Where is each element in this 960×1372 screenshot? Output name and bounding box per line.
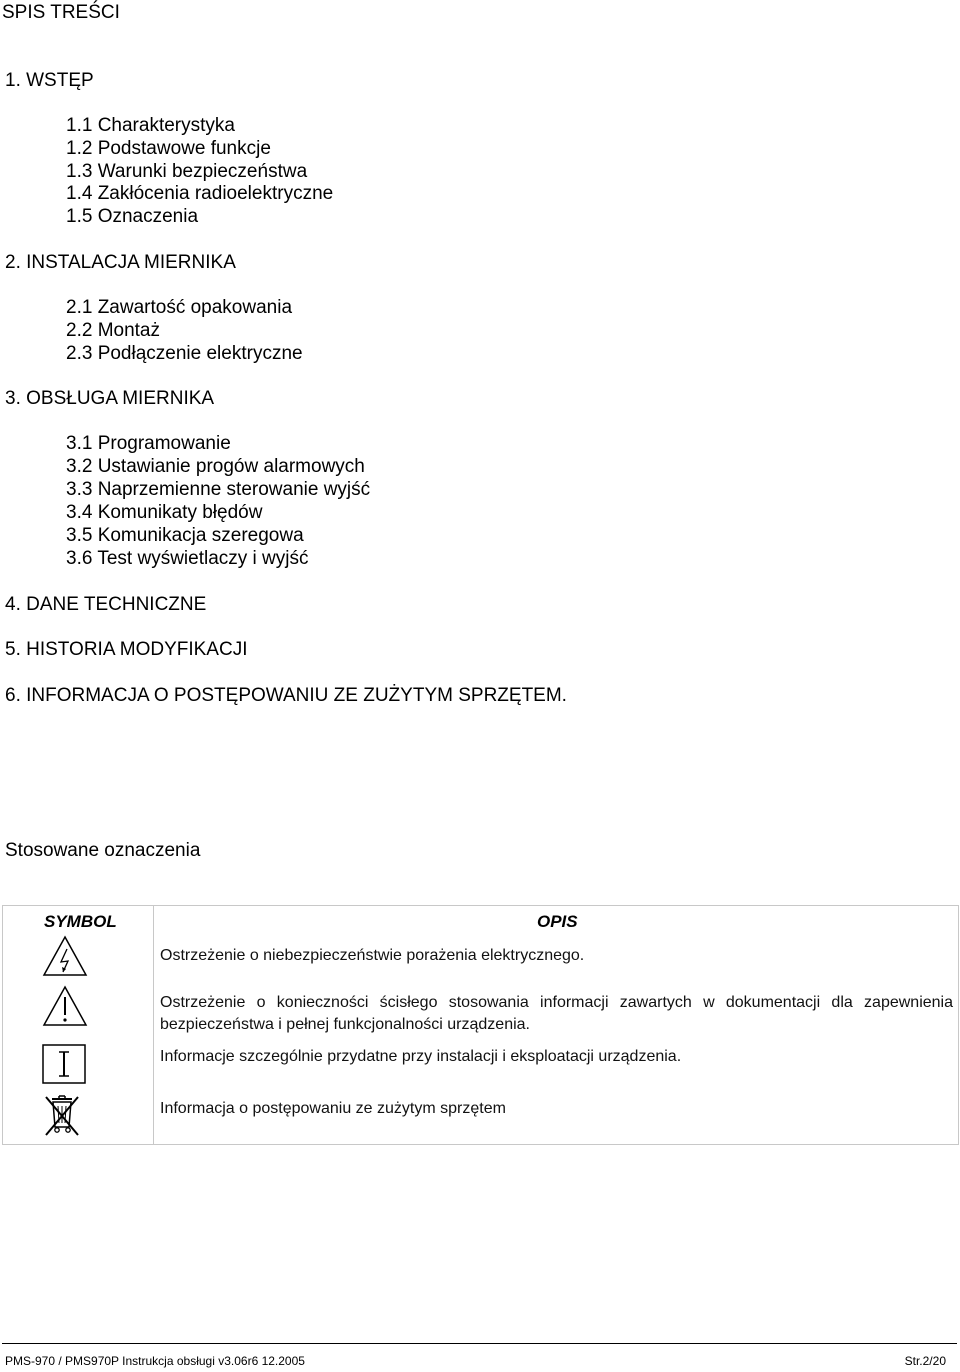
footer-page-number: Str.2/20 xyxy=(904,1354,946,1368)
symbols-heading: Stosowane oznaczenia xyxy=(5,840,201,861)
toc-section-3[interactable]: 3. OBSŁUGA MIERNIKA xyxy=(5,388,215,409)
toc-item-1-3[interactable]: 1.3 Warunki bezpieczeństwa xyxy=(66,161,308,182)
toc-item-1-2[interactable]: 1.2 Podstawowe funkcje xyxy=(66,138,271,159)
toc-section-2[interactable]: 2. INSTALACJA MIERNIKA xyxy=(5,252,236,273)
toc-title: SPIS TREŚCI xyxy=(2,2,120,23)
toc-item-1-5[interactable]: 1.5 Oznaczenia xyxy=(66,206,199,227)
general-warning-icon xyxy=(42,985,88,1027)
information-icon xyxy=(42,1044,86,1084)
toc-section-4[interactable]: 4. DANE TECHNICZNE xyxy=(5,594,207,615)
footer-document-info: PMS-970 / PMS970P Instrukcja obsługi v3.06r6 12.2005 xyxy=(5,1354,305,1368)
toc-item-1-4[interactable]: 1.4 Zakłócenia radioelektryczne xyxy=(66,183,334,204)
electric-shock-warning-icon xyxy=(42,935,88,977)
crossed-out-wheelie-bin-icon xyxy=(42,1093,82,1137)
symbol-desc-electric: Ostrzeżenie o niebezpieczeństwie porażenia elektrycznego. xyxy=(160,947,585,964)
toc-section-6[interactable]: 6. INFORMACJA O POSTĘPOWANIU ZE ZUŻYTYM SPRZĘTEM. xyxy=(5,685,567,706)
toc-item-3-2[interactable]: 3.2 Ustawianie progów alarmowych xyxy=(66,456,365,477)
toc-section-1[interactable]: 1. WSTĘP xyxy=(5,70,94,91)
toc-item-3-4[interactable]: 3.4 Komunikaty błędów xyxy=(66,502,263,523)
toc-item-3-1[interactable]: 3.1 Programowanie xyxy=(66,433,231,454)
toc-item-3-6[interactable]: 3.6 Test wyświetlaczy i wyjść xyxy=(66,548,309,569)
toc-item-3-3[interactable]: 3.3 Naprzemienne sterowanie wyjść xyxy=(66,479,371,500)
symbol-column-header: SYMBOL xyxy=(44,912,117,931)
toc-item-2-2[interactable]: 2.2 Montaż xyxy=(66,320,160,341)
toc-item-2-1[interactable]: 2.1 Zawartość opakowania xyxy=(66,297,293,318)
toc-item-2-3[interactable]: 2.3 Podłączenie elektryczne xyxy=(66,343,303,364)
footer-divider xyxy=(2,1343,957,1344)
toc-item-3-5[interactable]: 3.5 Komunikacja szeregowa xyxy=(66,525,304,546)
symbol-desc-info: Informacje szczególnie przydatne przy instalacji i eksploatacji urządzenia. xyxy=(160,1048,682,1065)
symbol-desc-warning: Ostrzeżenie o konieczności ścisłego stosowania informacji zawartych w dokumentacji dla zapewnienia bezpieczeństwa i pełnej funkcjonalności urządzenia. xyxy=(160,994,953,1033)
symbol-desc-weee: Informacja o postępowaniu ze zużytym sprzętem xyxy=(160,1100,506,1117)
toc-section-5[interactable]: 5. HISTORIA MODYFIKACJI xyxy=(5,639,248,660)
description-column-header: OPIS xyxy=(537,912,578,931)
toc-item-1-1[interactable]: 1.1 Charakterystyka xyxy=(66,115,235,136)
